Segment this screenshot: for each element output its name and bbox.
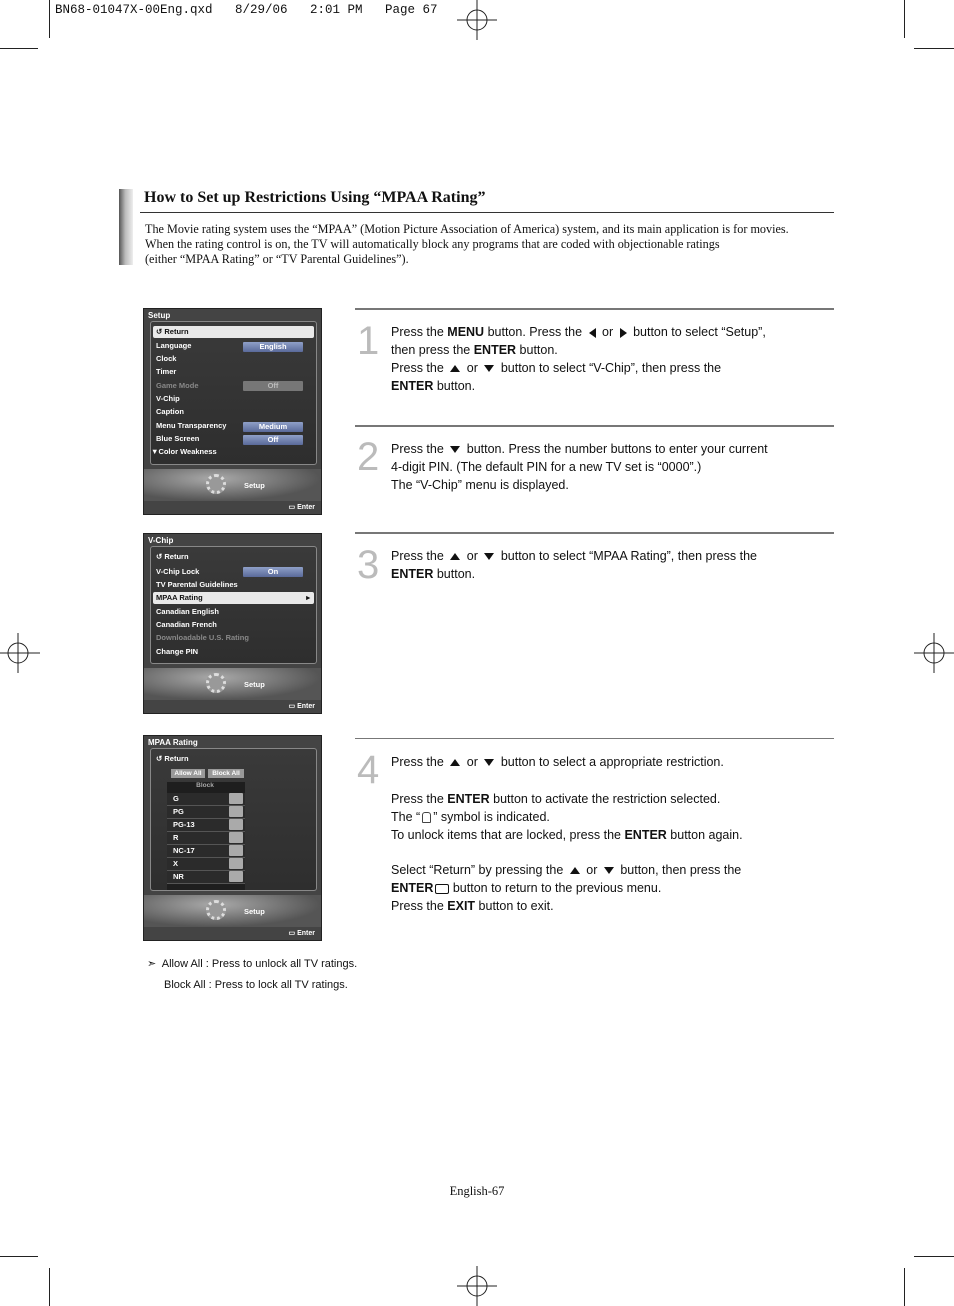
osd-title: Setup bbox=[148, 311, 171, 320]
osd-item-caption[interactable]: Caption bbox=[156, 407, 184, 416]
osd-item-return[interactable]: ↺ Return bbox=[156, 552, 189, 561]
intro-paragraph: The Movie rating system uses the “MPAA” (Motion Picture Association of America) system, and its main application is for movies. When the rating control is on, the TV will automatically block any programs that are coded with objectionable ratings (either “MPAA Rating” or “TV Parental Guidelines”). bbox=[145, 222, 789, 266]
osd-vchip-menu bbox=[143, 533, 322, 714]
step-number: 2 bbox=[357, 435, 380, 479]
osd-item-language[interactable]: Language bbox=[156, 341, 192, 350]
up-arrow-icon bbox=[450, 365, 460, 372]
crop-mark bbox=[914, 48, 954, 49]
down-arrow-icon bbox=[604, 867, 614, 874]
lock-icon bbox=[229, 871, 243, 882]
osd-item-tv-parental-guidelines[interactable]: TV Parental Guidelines bbox=[156, 580, 238, 589]
lock-icon bbox=[422, 812, 431, 823]
crop-mark bbox=[0, 1256, 38, 1257]
osd-item-color-weakness[interactable]: ▼Color Weakness bbox=[151, 447, 217, 456]
gear-icon bbox=[206, 673, 226, 693]
enter-hint: ▭ Enter bbox=[288, 504, 315, 511]
step-1-text: Press the MENU button. Press the or button to select “Setup”, then press the ENTER button. Press the or button to select “V-Chip”, then press the ENTER button. bbox=[391, 325, 766, 393]
osd-item-return[interactable]: ↺ Return bbox=[153, 326, 314, 338]
note-allow-all: ➣ Allow All : Press to unlock all TV ratings. bbox=[147, 958, 358, 970]
title-divider bbox=[140, 212, 834, 213]
enter-hint: ▭ Enter bbox=[288, 703, 315, 710]
osd-title: V-Chip bbox=[148, 536, 174, 545]
step-number: 1 bbox=[357, 319, 380, 363]
enter-icon bbox=[435, 884, 449, 894]
osd-value-blue-screen: Off bbox=[243, 435, 303, 445]
osd-footer: Setup bbox=[144, 469, 321, 501]
step-divider bbox=[355, 425, 834, 427]
rating-row-nc17[interactable]: NC-17 bbox=[167, 845, 245, 858]
registration-mark-icon bbox=[457, 1266, 497, 1306]
right-arrow-icon bbox=[620, 328, 627, 338]
gear-icon bbox=[206, 474, 226, 494]
down-arrow-icon bbox=[484, 759, 494, 766]
osd-value-game-mode: Off bbox=[243, 381, 303, 391]
down-arrow-icon bbox=[450, 446, 460, 453]
osd-item-change-pin[interactable]: Change PIN bbox=[156, 647, 199, 656]
rating-row-x[interactable]: X bbox=[167, 858, 245, 871]
crop-mark bbox=[49, 0, 50, 38]
page-number: English-67 bbox=[449, 1184, 505, 1198]
osd-panel bbox=[150, 321, 317, 465]
osd-footer: Setup bbox=[144, 668, 321, 700]
osd-value-menu-transparency: Medium bbox=[243, 422, 303, 432]
crop-mark bbox=[904, 1268, 905, 1306]
crop-mark bbox=[904, 0, 905, 38]
osd-footer: Setup bbox=[144, 895, 321, 927]
block-header: Block bbox=[196, 782, 214, 789]
step-3-text: Press the or button to select “MPAA Rating”, then press the ENTER button. bbox=[391, 549, 757, 581]
osd-panel bbox=[150, 546, 317, 664]
lock-icon bbox=[229, 806, 243, 817]
step-divider bbox=[355, 308, 834, 310]
osd-item-timer[interactable]: Timer bbox=[156, 367, 177, 376]
rating-row-g[interactable]: G bbox=[167, 793, 245, 806]
osd-mpaa-menu bbox=[143, 735, 322, 941]
osd-item-clock[interactable]: Clock bbox=[156, 354, 177, 363]
print-header: BN68-01047X-00Eng.qxd 8/29/06 2:01 PM Page 67 bbox=[55, 3, 438, 17]
gear-icon bbox=[206, 900, 226, 920]
block-all-button[interactable]: Block All bbox=[208, 769, 244, 778]
registration-mark-icon bbox=[0, 633, 40, 673]
lock-icon bbox=[229, 793, 243, 804]
osd-item-blue-screen[interactable]: Blue Screen bbox=[156, 434, 200, 443]
step-divider bbox=[355, 738, 834, 739]
osd-setup-menu bbox=[143, 308, 322, 515]
rating-row-pg[interactable]: PG bbox=[167, 806, 245, 819]
lock-icon bbox=[229, 832, 243, 843]
osd-item-return[interactable]: ↺ Return bbox=[156, 754, 189, 763]
rating-row-nr[interactable]: NR bbox=[167, 871, 245, 884]
down-arrow-icon bbox=[484, 553, 494, 560]
osd-item-game-mode: Game Mode bbox=[156, 381, 199, 390]
rating-row-pg13[interactable]: PG-13 bbox=[167, 819, 245, 832]
osd-item-downloadable-rating: Downloadable U.S. Rating bbox=[156, 633, 249, 642]
title-accent-bar bbox=[119, 189, 133, 265]
step-number: 3 bbox=[357, 543, 380, 587]
lock-icon bbox=[229, 858, 243, 869]
osd-panel bbox=[150, 748, 317, 891]
step-4-text: Press the or button to select a appropriate restriction. Press the ENTER button to activate the restriction selected. The “ ” symbol is indicated. To unlock items that are locked, press the ENTER button again. Select “Return” by pressing the or button, then press the ENTER button to return to the previous menu. Press the EXIT button to exit. bbox=[391, 755, 743, 913]
lock-icon bbox=[229, 845, 243, 856]
lock-icon bbox=[229, 819, 243, 830]
down-arrow-icon bbox=[484, 365, 494, 372]
up-arrow-icon bbox=[450, 759, 460, 766]
rating-row-r[interactable]: R bbox=[167, 832, 245, 845]
note-arrow-icon: ➣ bbox=[147, 958, 157, 970]
allow-all-button[interactable]: Allow All bbox=[171, 769, 205, 778]
osd-item-vchip[interactable]: V-Chip bbox=[156, 394, 180, 403]
osd-value-vchip-lock: On bbox=[243, 567, 303, 577]
up-arrow-icon bbox=[450, 553, 460, 560]
registration-mark-icon bbox=[457, 0, 497, 40]
step-number: 4 bbox=[357, 748, 380, 792]
osd-item-mpaa-rating[interactable]: MPAA Rating ▸ bbox=[153, 592, 314, 604]
crop-mark bbox=[49, 1268, 50, 1306]
step-2-text: Press the button. Press the number buttons to enter your current 4-digit PIN. (The default PIN for a new TV set is “0000”.) The “V-Chip” menu is displayed. bbox=[391, 442, 768, 492]
up-arrow-icon bbox=[570, 867, 580, 874]
page-title: How to Set up Restrictions Using “MPAA Rating” bbox=[144, 189, 486, 206]
osd-item-canadian-english[interactable]: Canadian English bbox=[156, 607, 219, 616]
osd-value-language: English bbox=[243, 342, 303, 352]
osd-item-canadian-french[interactable]: Canadian French bbox=[156, 620, 217, 629]
step-divider bbox=[355, 532, 834, 534]
osd-title: MPAA Rating bbox=[148, 738, 198, 747]
left-arrow-icon bbox=[589, 328, 596, 338]
osd-item-menu-transparency[interactable]: Menu Transparency bbox=[156, 421, 227, 430]
osd-item-vchip-lock[interactable]: V-Chip Lock bbox=[156, 567, 200, 576]
registration-mark-icon bbox=[914, 633, 954, 673]
crop-mark bbox=[914, 1256, 954, 1257]
crop-mark bbox=[0, 48, 38, 49]
note-block-all: Block All : Press to lock all TV ratings. bbox=[164, 979, 348, 991]
enter-hint: ▭ Enter bbox=[288, 930, 315, 937]
